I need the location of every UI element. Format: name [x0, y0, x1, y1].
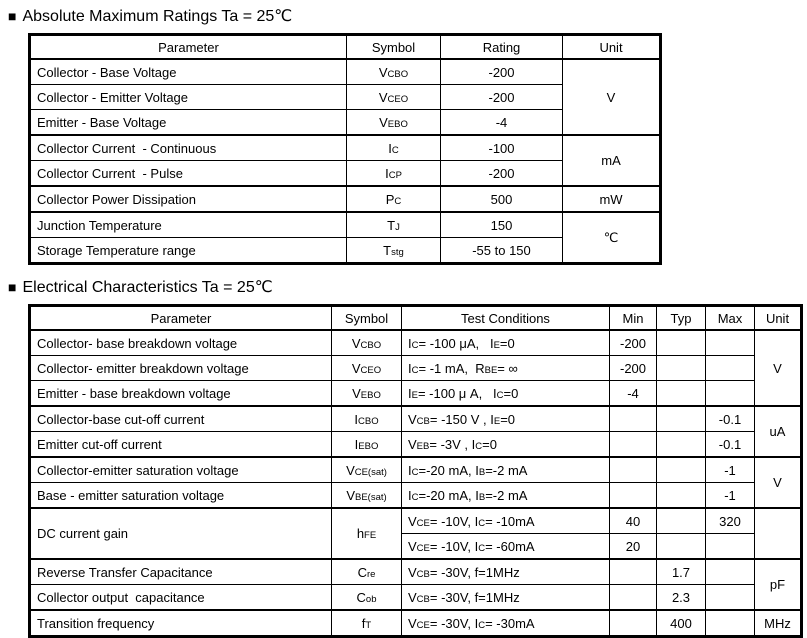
max-cell	[706, 356, 755, 381]
typ-cell	[657, 483, 706, 509]
parameter-cell: Transition frequency	[30, 610, 332, 637]
test-conditions-cell: VCB= -150 V , IE=0	[402, 406, 610, 432]
rating-cell: -55 to 150	[441, 238, 563, 264]
test-conditions-cell: VCE= -30V, IC= -30mA	[402, 610, 610, 637]
typ-cell	[657, 534, 706, 560]
symbol-cell: VCBO	[332, 330, 402, 356]
parameter-cell: Emitter - base breakdown voltage	[30, 381, 332, 407]
table-row	[30, 585, 802, 611]
test-conditions-cell: VCE= -10V, IC= -60mA	[402, 534, 610, 560]
elec-header-unit: Unit	[755, 306, 802, 331]
rating-cell: -200	[441, 59, 563, 85]
test-conditions-cell: IC= -1 mA, RBE= ∞	[402, 356, 610, 381]
table-row	[30, 483, 802, 509]
max-cell	[706, 534, 755, 560]
max-cell	[706, 585, 755, 611]
table-row	[30, 432, 802, 458]
typ-cell	[657, 457, 706, 483]
typ-cell	[657, 330, 706, 356]
typ-cell: 400	[657, 610, 706, 637]
rating-cell: 500	[441, 186, 563, 212]
typ-cell: 1.7	[657, 559, 706, 585]
max-cell	[706, 330, 755, 356]
min-cell: 20	[610, 534, 657, 560]
min-cell	[610, 610, 657, 637]
table-row	[30, 381, 802, 407]
min-cell	[610, 432, 657, 458]
abs-header-rating: Rating	[441, 35, 563, 60]
parameter-cell: Reverse Transfer Capacitance	[30, 559, 332, 585]
elec-header-typ: Typ	[657, 306, 706, 331]
test-conditions-cell: IC= -100 μA, IE=0	[402, 330, 610, 356]
parameter-cell: Base - emitter saturation voltage	[30, 483, 332, 509]
abs-header-row	[30, 35, 661, 60]
section-title-electrical-characteristics	[8, 277, 807, 297]
section-title-text: Absolute Maximum Ratings Ta = 25℃	[22, 8, 293, 25]
max-cell	[706, 381, 755, 407]
max-cell: -0.1	[706, 406, 755, 432]
test-conditions-cell: VCB= -30V, f=1MHz	[402, 585, 610, 611]
min-cell: 40	[610, 508, 657, 534]
parameter-cell: Collector Current - Continuous	[30, 135, 347, 161]
parameter-cell: Emitter - Base Voltage	[30, 110, 347, 136]
unit-cell	[755, 508, 802, 559]
abs-header-symbol: Symbol	[347, 35, 441, 60]
elec-header-parameter: Parameter	[30, 306, 332, 331]
abs-header-unit: Unit	[563, 35, 661, 60]
unit-cell: V	[563, 59, 661, 135]
rating-cell: 150	[441, 212, 563, 238]
typ-cell: 2.3	[657, 585, 706, 611]
symbol-cell: hFE	[332, 508, 402, 559]
symbol-cell: VEBO	[332, 381, 402, 407]
parameter-cell: Collector - Emitter Voltage	[30, 85, 347, 110]
symbol-cell: VCBO	[347, 59, 441, 85]
symbol-cell: VEBO	[347, 110, 441, 136]
symbol-cell: VCE(sat)	[332, 457, 402, 483]
test-conditions-cell: VEB= -3V , IC=0	[402, 432, 610, 458]
max-cell: 320	[706, 508, 755, 534]
typ-cell	[657, 432, 706, 458]
symbol-cell: ICBO	[332, 406, 402, 432]
test-conditions-cell: VCB= -30V, f=1MHz	[402, 559, 610, 585]
unit-cell: ℃	[563, 212, 661, 264]
test-conditions-cell: IE= -100 μ A, IC=0	[402, 381, 610, 407]
min-cell	[610, 406, 657, 432]
table-row	[30, 406, 802, 432]
typ-cell	[657, 381, 706, 407]
table-row	[30, 330, 802, 356]
max-cell	[706, 610, 755, 637]
parameter-cell: Collector- emitter breakdown voltage	[30, 356, 332, 381]
unit-cell: pF	[755, 559, 802, 610]
section-bullet-icon: ■	[8, 279, 17, 295]
elec-header-test-conditions: Test Conditions	[402, 306, 610, 331]
elec-header-symbol: Symbol	[332, 306, 402, 331]
min-cell: -200	[610, 330, 657, 356]
test-conditions-cell: IC=-20 mA, IB=-2 mA	[402, 483, 610, 509]
max-cell	[706, 559, 755, 585]
table-row	[30, 135, 661, 161]
min-cell	[610, 585, 657, 611]
parameter-cell: Collector Power Dissipation	[30, 186, 347, 212]
parameter-cell: Collector-emitter saturation voltage	[30, 457, 332, 483]
unit-cell: V	[755, 330, 802, 406]
table-row	[30, 356, 802, 381]
rating-cell: -100	[441, 135, 563, 161]
section-title-absolute-maximum-ratings	[8, 6, 807, 26]
parameter-cell: Collector Current - Pulse	[30, 161, 347, 187]
symbol-cell: IEBO	[332, 432, 402, 458]
elec-header-row	[30, 306, 802, 331]
unit-cell: mA	[563, 135, 661, 186]
symbol-cell: fT	[332, 610, 402, 637]
min-cell	[610, 559, 657, 585]
unit-cell: mW	[563, 186, 661, 212]
abs-header-parameter: Parameter	[30, 35, 347, 60]
min-cell: -200	[610, 356, 657, 381]
table-row	[30, 186, 661, 212]
unit-cell: V	[755, 457, 802, 508]
unit-cell: uA	[755, 406, 802, 457]
parameter-cell: Collector output capacitance	[30, 585, 332, 611]
table-row	[30, 610, 802, 637]
rating-cell: -200	[441, 161, 563, 187]
symbol-cell: VCEO	[347, 85, 441, 110]
symbol-cell: PC	[347, 186, 441, 212]
test-conditions-cell: IC=-20 mA, IB=-2 mA	[402, 457, 610, 483]
symbol-cell: Cre	[332, 559, 402, 585]
symbol-cell: VCEO	[332, 356, 402, 381]
section-title-text: Electrical Characteristics Ta = 25℃	[22, 279, 273, 296]
section-bullet-icon: ■	[8, 8, 17, 24]
max-cell: -0.1	[706, 432, 755, 458]
elec-header-max: Max	[706, 306, 755, 331]
test-conditions-cell: VCE= -10V, IC= -10mA	[402, 508, 610, 534]
parameter-cell: Collector - Base Voltage	[30, 59, 347, 85]
symbol-cell: TJ	[347, 212, 441, 238]
typ-cell	[657, 508, 706, 534]
parameter-cell: Storage Temperature range	[30, 238, 347, 264]
rating-cell: -4	[441, 110, 563, 136]
table-row	[30, 457, 802, 483]
typ-cell	[657, 406, 706, 432]
min-cell: -4	[610, 381, 657, 407]
rating-cell: -200	[441, 85, 563, 110]
symbol-cell: Tstg	[347, 238, 441, 264]
symbol-cell: ICP	[347, 161, 441, 187]
max-cell: -1	[706, 457, 755, 483]
unit-cell: MHz	[755, 610, 802, 637]
min-cell	[610, 483, 657, 509]
table-row	[30, 559, 802, 585]
parameter-cell: Emitter cut-off current	[30, 432, 332, 458]
table-row	[30, 59, 661, 85]
max-cell: -1	[706, 483, 755, 509]
table-row	[30, 212, 661, 238]
parameter-cell: Collector- base breakdown voltage	[30, 330, 332, 356]
parameter-cell: Collector-base cut-off current	[30, 406, 332, 432]
symbol-cell: VBE(sat)	[332, 483, 402, 509]
parameter-cell: DC current gain	[30, 508, 332, 559]
typ-cell	[657, 356, 706, 381]
symbol-cell: Cob	[332, 585, 402, 611]
parameter-cell: Junction Temperature	[30, 212, 347, 238]
electrical-characteristics-table	[28, 304, 803, 638]
min-cell	[610, 457, 657, 483]
absolute-maximum-ratings-table	[28, 33, 662, 265]
elec-header-min: Min	[610, 306, 657, 331]
table-row	[30, 508, 802, 534]
symbol-cell: IC	[347, 135, 441, 161]
